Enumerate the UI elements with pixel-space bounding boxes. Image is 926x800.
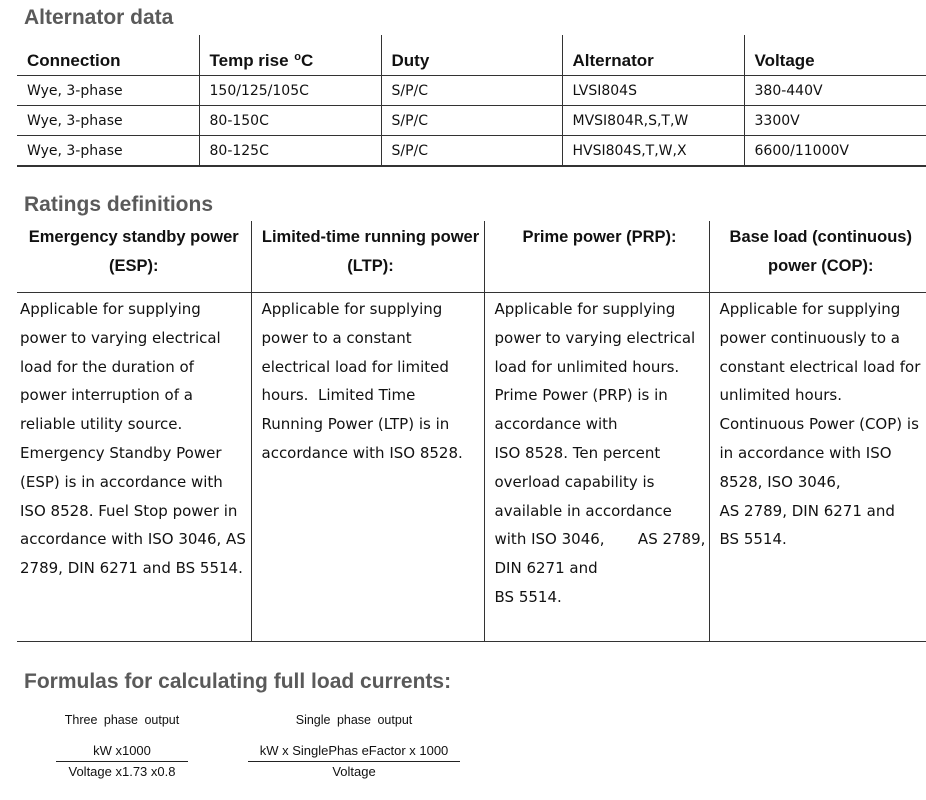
text-line: Applicable for supplying bbox=[261, 300, 443, 318]
cell-duty: S/P/C bbox=[381, 136, 562, 167]
text-line: accordance with ISO 8528. bbox=[261, 443, 463, 462]
cell-connection: Wye, 3-phase bbox=[17, 76, 199, 106]
three-phase-formula bbox=[56, 713, 188, 779]
ratings-definitions-table bbox=[17, 221, 926, 642]
header-temp-rise bbox=[199, 35, 381, 76]
single-phase-caption: Single phase output bbox=[295, 713, 413, 727]
heading-prp: Prime power (PRP): bbox=[484, 221, 709, 293]
text-line: overload capability is bbox=[494, 472, 655, 491]
header-temp-rise-label: Temp rise bbox=[209, 51, 289, 70]
single-phase-numerator: kW x SinglePhas eFactor x 1000 bbox=[259, 743, 449, 758]
text-line: BS 5514. bbox=[719, 530, 787, 549]
single-phase-denominator: Voltage bbox=[332, 764, 376, 779]
text-line: power continuously to a bbox=[719, 328, 900, 347]
text-line: Applicable for supplying bbox=[20, 300, 201, 318]
text-line: 2789, DIN 6271 and BS 5514. bbox=[20, 559, 243, 578]
definition-ltp bbox=[251, 293, 484, 642]
table-header-row bbox=[17, 35, 926, 76]
text-line: (ESP) is in accordance with bbox=[20, 472, 223, 491]
text-line: constant electrical load for bbox=[719, 357, 921, 376]
table-row bbox=[17, 76, 926, 106]
cell-connection: Wye, 3-phase bbox=[17, 136, 199, 167]
cell-voltage: 380-440V bbox=[744, 76, 926, 106]
text-line: accordance with bbox=[494, 415, 618, 434]
table-row bbox=[17, 293, 926, 642]
alternator-data-title: Alternator data bbox=[24, 6, 174, 29]
three-phase-caption: Three phase output bbox=[64, 713, 180, 727]
text-line: DIN 6271 and bbox=[494, 559, 598, 578]
alternator-data-table bbox=[17, 35, 926, 167]
cell-temp-rise: 80-150C bbox=[199, 106, 381, 136]
cell-alternator: HVSI804S,T,W,X bbox=[562, 136, 744, 167]
header-duty: Duty bbox=[381, 35, 562, 76]
cell-connection: Wye, 3-phase bbox=[17, 106, 199, 136]
text-line: Prime Power (PRP) is in bbox=[494, 386, 668, 405]
definition-prp bbox=[484, 293, 709, 642]
text-line: load for the duration of bbox=[20, 357, 194, 376]
cell-duty: S/P/C bbox=[381, 106, 562, 136]
cell-alternator: MVSI804R,S,T,W bbox=[562, 106, 744, 136]
text-line: power to varying electrical bbox=[494, 328, 696, 347]
heading-ltp: Limited-time running power (LTP): bbox=[251, 221, 484, 293]
text-line: electrical load for limited bbox=[261, 357, 449, 376]
text-line: Emergency Standby Power bbox=[20, 443, 222, 462]
heading-esp: Emergency standby power (ESP): bbox=[17, 221, 251, 293]
table-row bbox=[17, 106, 926, 136]
text-line: ISO 8528. Ten percent bbox=[494, 443, 661, 462]
text-line: Applicable for supplying bbox=[494, 300, 676, 318]
formulas-title: Formulas for calculating full load currents: bbox=[24, 670, 452, 693]
cell-duty: S/P/C bbox=[381, 76, 562, 106]
definition-esp bbox=[17, 293, 251, 642]
three-phase-numerator: kW x1000 bbox=[93, 743, 151, 758]
header-connection: Connection bbox=[17, 35, 199, 76]
header-voltage: Voltage bbox=[744, 35, 926, 76]
table-header-row bbox=[17, 221, 926, 293]
text-line: power interruption of a bbox=[20, 386, 193, 405]
text-line: in accordance with ISO bbox=[719, 443, 892, 462]
cell-temp-rise: 150/125/105C bbox=[199, 76, 381, 106]
cell-voltage: 3300V bbox=[744, 106, 926, 136]
single-phase-formula bbox=[248, 713, 460, 779]
header-temp-unit: C bbox=[301, 51, 314, 70]
text-line: Continuous Power (COP) is bbox=[719, 415, 919, 434]
heading-cop: Base load (continuous) power (COP): bbox=[709, 221, 926, 293]
text-line: Running Power (LTP) is in bbox=[261, 415, 450, 434]
cell-alternator: LVSI804S bbox=[562, 76, 744, 106]
header-alternator: Alternator bbox=[562, 35, 744, 76]
text-line: Applicable for supplying bbox=[719, 300, 901, 318]
text-line: with ISO 3046, AS 2789, bbox=[494, 530, 706, 549]
text-line: power to varying electrical bbox=[20, 328, 221, 347]
text-line: unlimited hours. bbox=[719, 386, 842, 405]
degree-symbol: o bbox=[294, 51, 302, 63]
text-line: AS 2789, DIN 6271 and bbox=[719, 501, 895, 520]
ratings-definitions-title: Ratings definitions bbox=[24, 193, 213, 216]
text-line: hours. Limited Time bbox=[261, 386, 416, 405]
text-line: ISO 8528. Fuel Stop power in bbox=[20, 501, 238, 520]
text-line: accordance with ISO 3046, AS bbox=[20, 530, 246, 549]
cell-voltage: 6600/11000V bbox=[744, 136, 926, 167]
text-line: load for unlimited hours. bbox=[494, 357, 680, 376]
text-line: power to a constant bbox=[261, 328, 412, 347]
table-row bbox=[17, 136, 926, 167]
text-line: BS 5514. bbox=[494, 587, 562, 606]
text-line: available in accordance bbox=[494, 501, 672, 520]
definition-cop bbox=[709, 293, 926, 642]
text-line: 8528, ISO 3046, bbox=[719, 472, 841, 491]
cell-temp-rise: 80-125C bbox=[199, 136, 381, 167]
text-line: reliable utility source. bbox=[20, 415, 183, 434]
three-phase-denominator: Voltage x1.73 x0.8 bbox=[68, 764, 176, 779]
